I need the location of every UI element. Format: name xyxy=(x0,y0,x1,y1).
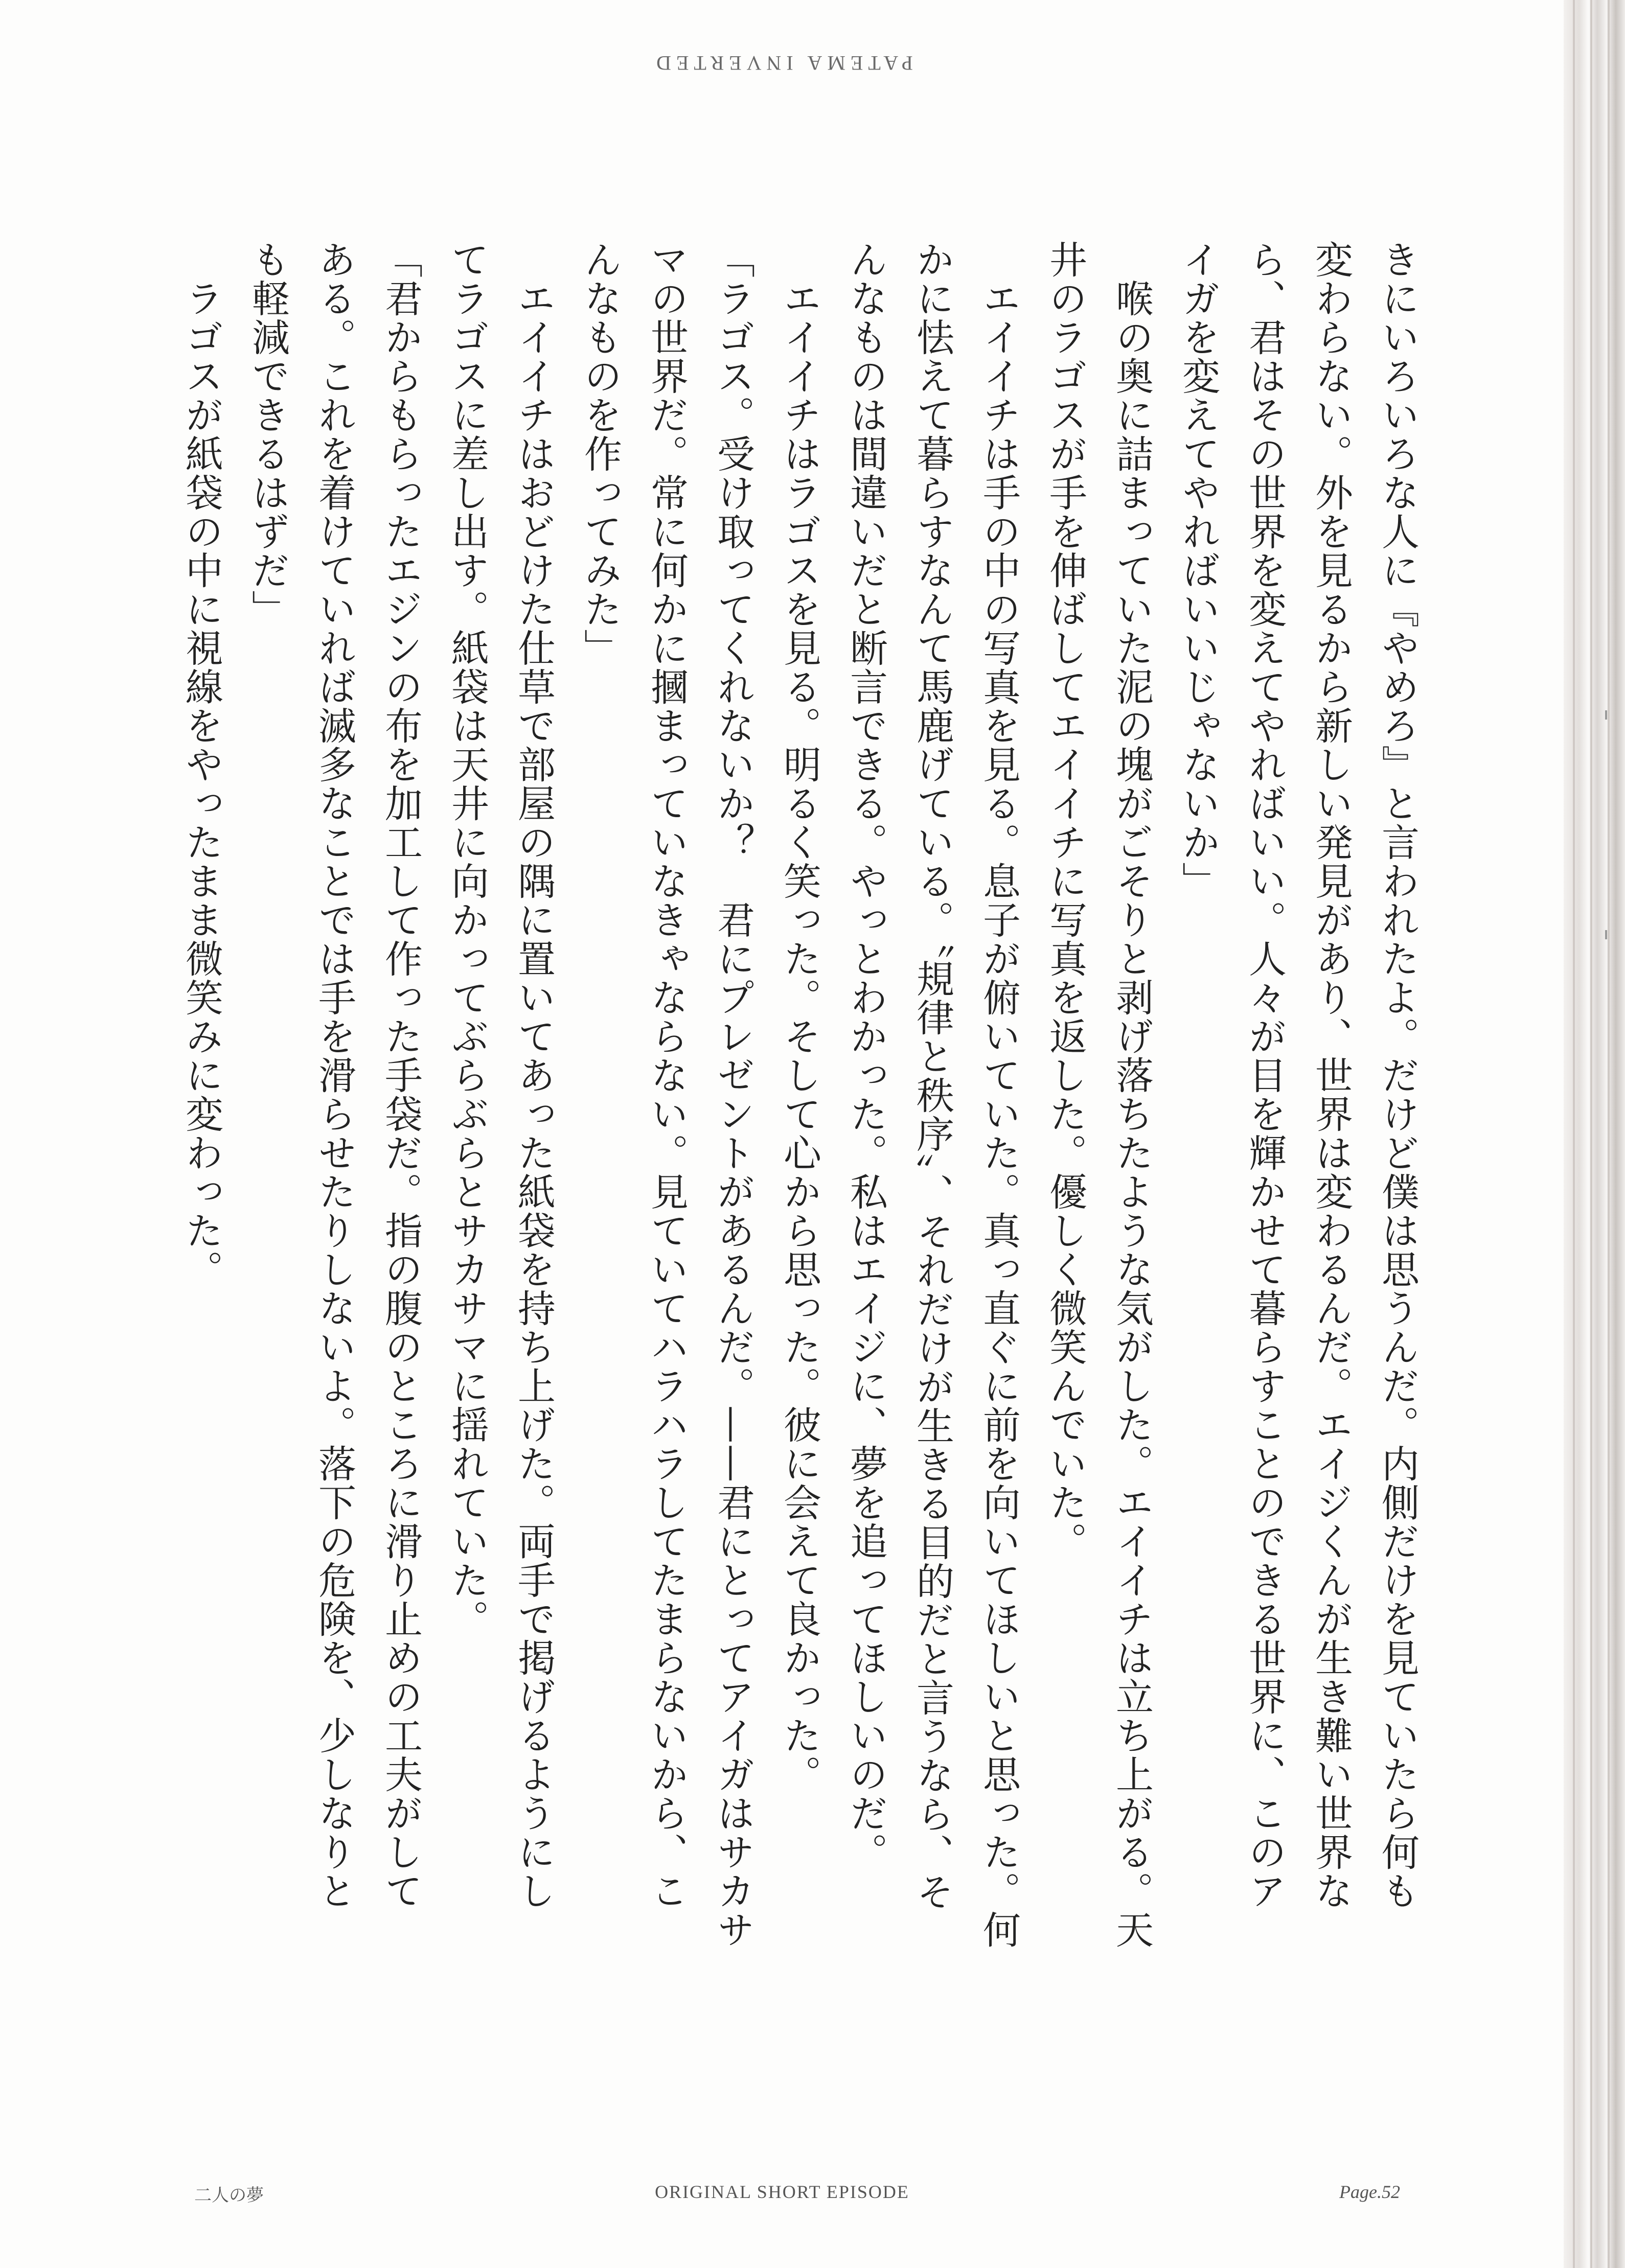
vertical-body-text xyxy=(168,240,1431,2029)
text-line: 「ラゴス。受け取ってくれないか？ 君にプレゼントがあるんだ。——君にとってアイガはサカサ xyxy=(711,240,755,1949)
text-line: てラゴスに差し出す。紙袋は天井に向かってぶらぶらとサカサマに揺れていた。 xyxy=(445,240,489,1638)
text-line: 変わらない。外を見るから新しい発見があり、世界は変わるんだ。エイジくんが生き難い世界な xyxy=(1309,240,1353,1910)
text-line: も軽減できるはずだ」 xyxy=(246,240,290,629)
chapter-title: 二人の夢 xyxy=(194,2185,264,2206)
page-stack-edge xyxy=(1564,0,1625,2268)
text-line: 喉の奥に詰まっていた泥の塊がごそりと剥げ落ちたような気がした。エイイチは立ち上がる。天 xyxy=(1110,240,1154,1949)
text-line: エイイチはおどけた仕草で部屋の隅に置いてあった紙袋を持ち上げた。両手で掲げるようにし xyxy=(512,240,556,1910)
text-line: エイイチはラゴスを見る。明るく笑った。そして心から思った。彼に会えて良かった。 xyxy=(777,240,821,1794)
text-line: 井のラゴスが手を伸ばしてエイイチに写真を返した。優しく微笑んでいた。 xyxy=(1043,240,1087,1561)
page-edge-line xyxy=(1573,0,1575,2268)
text-line: ある。これを着けていれば滅多なことでは手を滑らせたりしないよ。落下の危険を、少しなりと xyxy=(312,240,356,1910)
text-line: エイイチは手の中の写真を見る。息子が俯いていた。真っ直ぐに前を向いてほしいと思った。何 xyxy=(977,240,1021,1949)
scan-mark xyxy=(1605,710,1607,720)
text-line: 「君からもらったエジンの布を加工して作った手袋だ。指の腹のところに滑り止めの工夫がして xyxy=(379,240,423,1910)
text-line: ら、君はその世界を変えてやればいい。人々が目を輝かせて暮らすことのできる世界に、このア xyxy=(1243,240,1287,1910)
text-line: ラゴスが紙袋の中に視線をやったまま微笑みに変わった。 xyxy=(179,240,223,1289)
section-label: ORIGINAL SHORT EPISODE xyxy=(655,2182,909,2202)
page-number: Page.52 xyxy=(1339,2182,1400,2202)
text-line: んなものを作ってみた」 xyxy=(578,240,622,667)
page-edge-line xyxy=(1590,0,1592,2268)
running-header: PATEMA INVERTED xyxy=(651,52,913,75)
scan-mark xyxy=(1605,930,1607,939)
text-line: きにいろいろな人に『やめろ』と言われたよ。だけど僕は思うんだ。内側だけを見ていたら何も xyxy=(1376,240,1420,1910)
text-line: イガを変えてやればいいじゃないか」 xyxy=(1176,240,1220,900)
page-edge-line xyxy=(1608,0,1610,2268)
text-line: マの世界だ。常に何かに摑まっていなきゃならない。見ていてハラハラしてたまらないから、こ xyxy=(645,240,689,1910)
text-line: んなものは間違いだと断言できる。やっとわかった。私はエイジに、夢を追ってほしいのだ。 xyxy=(844,240,888,1871)
text-line: かに怯えて暮らすなんて馬鹿げている。〝規律と秩序〟、それだけが生きる目的だと言うなら、そ xyxy=(910,240,954,1911)
